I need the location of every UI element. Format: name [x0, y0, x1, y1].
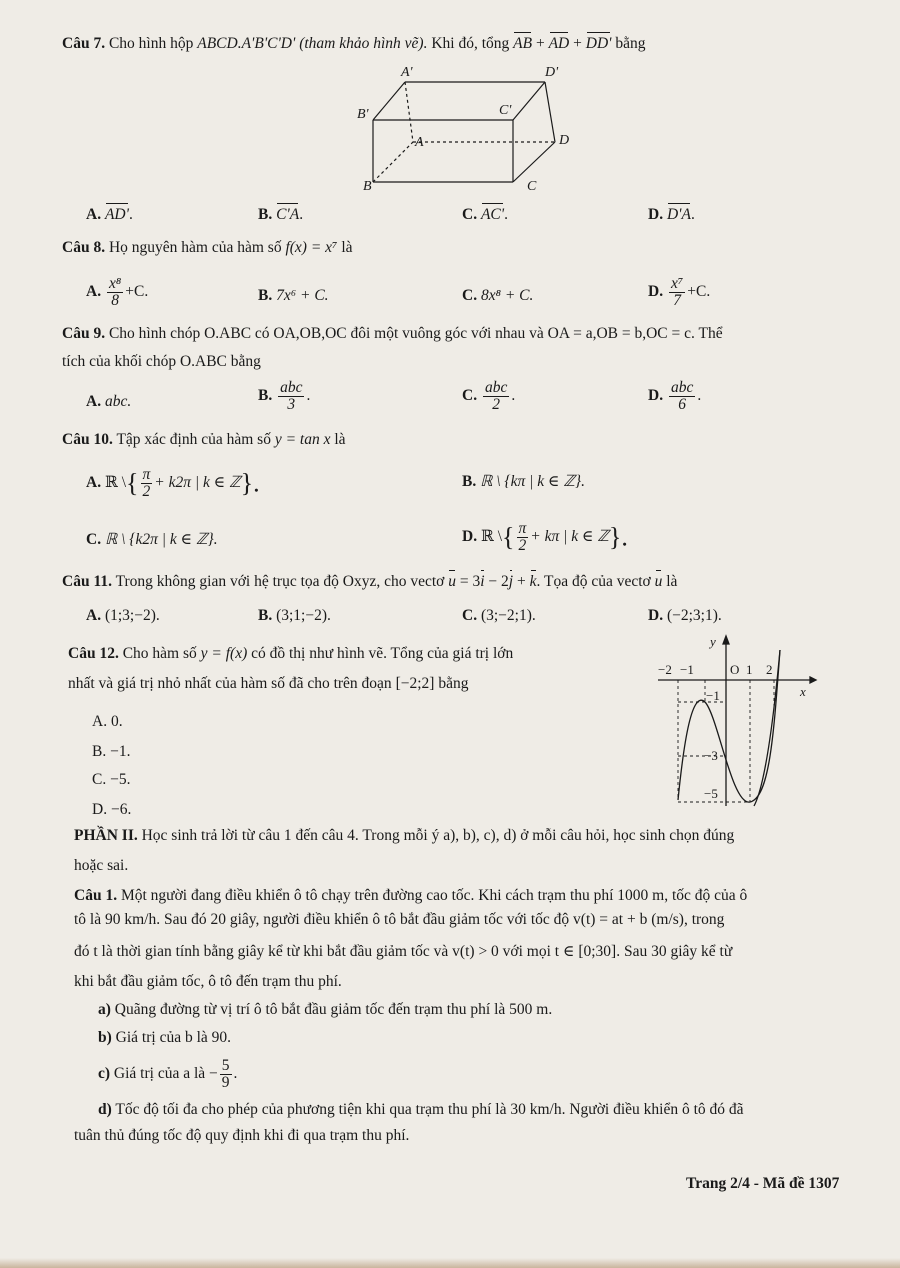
q7-option-a[interactable]: A. AD'. [86, 206, 133, 223]
q9-line2: tích của khối chóp O.ABC bằng [62, 353, 261, 370]
q7-option-b[interactable]: B. C'A. [258, 206, 304, 223]
q12-line2: nhất và giá trị nhỏ nhất của hàm số đã cho trên đoạn [−2;2] bằng [68, 675, 469, 692]
q8-statement: Câu 8. Họ nguyên hàm của hàm số f(x) = x⁷ là [62, 239, 353, 256]
box-figure [345, 60, 585, 195]
label-B1: B' [357, 107, 369, 122]
label-A: A [415, 135, 424, 150]
tick-origin: O [730, 662, 740, 677]
page-footer: Trang 2/4 - Mã đề 1307 [686, 1175, 840, 1192]
tick-y-m3: −3 [704, 748, 718, 763]
q9-option-a[interactable]: A. abc. [86, 393, 132, 410]
label-C: C [527, 179, 537, 194]
q9-option-d[interactable]: D. $\frac{\text{abc}}{6}$ . [648, 379, 702, 413]
q9-line1: Câu 9. Cho hình chóp O.ABC có OA,OB,OC đôi một vuông góc với nhau và OA = a,OB = b,OC = c. Thể [62, 325, 723, 342]
q11-statement: Câu 11. Trong không gian với hệ trục tọa độ Oxyz, cho vectơ u = 3i − 2j + k. Tọa độ của vectơ u là [62, 573, 678, 590]
q11-option-d[interactable]: D. (−2;3;1). [648, 607, 722, 624]
q7-label: Câu 7. [62, 35, 106, 52]
q12-option-c[interactable]: C. −5. [92, 771, 131, 788]
part2-line2: hoặc sai. [74, 857, 129, 874]
q11-option-b[interactable]: B. (3;1;−2). [258, 607, 331, 624]
page-edge-shadow [0, 1258, 900, 1268]
graph-y-label: y [710, 634, 716, 649]
tick-y-m1: −1 [706, 688, 720, 703]
label-C1: C' [499, 103, 512, 118]
p2q1-item-c[interactable]: c) Giá trị của a là − $\frac{5}{9}$ . [98, 1057, 238, 1091]
p2q1-item-a[interactable]: a) Quãng đường từ vị trí ô tô bắt đầu giảm tốc đến trạm thu phí là 500 m. [98, 1001, 553, 1018]
p2q1-line3: đó t là thời gian tính bằng giây kể từ khi bắt đầu giảm tốc và v(t) > 0 với mọi t ∈ [0;30]. Sau 30 giây kể từ [74, 943, 733, 960]
q10-statement: Câu 10. Tập xác định của hàm số y = tan x là [62, 431, 346, 448]
p2q1-line1: Câu 1. Một người đang điều khiển ô tô chạy trên đường cao tốc. Khi cách trạm thu phí 1000 m, tốc độ của ô [74, 887, 748, 904]
q12-option-d[interactable]: D. −6. [92, 801, 132, 818]
p2q1-line4: khi bắt đầu giảm tốc, ô tô đến trạm thu phí. [74, 973, 342, 990]
q8-option-b[interactable]: B. 7x⁶ + C. [258, 287, 329, 304]
label-B: B [363, 179, 372, 194]
q10-option-a[interactable]: A. ℝ \{ $\frac{\pi}{2}$ + k2π | k ∈ ℤ}. [86, 465, 260, 500]
p2q1-item-d-line2: tuân thủ đúng tốc độ quy định khi đi qua trạm thu phí. [74, 1127, 410, 1144]
q8-option-d[interactable]: D. $\frac{\text{x⁷}}{7}$ +C. [648, 275, 711, 309]
q8-option-a[interactable]: A. $\frac{\text{x⁸}}{8}$ +C. [86, 275, 149, 309]
q12-line1: Câu 12. Cho hàm số y = f(x) có đồ thị như hình vẽ. Tổng của giá trị lớn [68, 645, 514, 662]
tick-x-1: 1 [746, 662, 753, 677]
graph-x-label: x [800, 684, 806, 699]
q7-option-c[interactable]: C. AC'. [462, 206, 508, 223]
label-A1: A' [401, 65, 413, 80]
tick-x-m2: −2 [658, 662, 672, 677]
p2q1-item-d[interactable]: d) Tốc độ tối đa cho phép của phương tiện khi qua trạm thu phí là 30 km/h. Người điều khiển ô tô đó đã [98, 1101, 744, 1118]
q12-option-a[interactable]: A. 0. [92, 713, 123, 730]
label-D1: D' [545, 65, 559, 80]
q12-option-b[interactable]: B. −1. [92, 743, 131, 760]
q10-option-c[interactable]: C. ℝ \ {k2π | k ∈ ℤ}. [86, 531, 218, 548]
q10-option-d[interactable]: D. ℝ \{ $\frac{\pi}{2}$ + kπ | k ∈ ℤ}. [462, 519, 628, 554]
p2q1-item-b[interactable]: b) Giá trị của b là 90. [98, 1029, 232, 1046]
p2q1-line2: tô là 90 km/h. Sau đó 20 giây, người điều khiển ô tô bắt đầu giảm tốc với tốc độ v(t) = at + b (m/s), trong [74, 911, 725, 928]
q9-option-b[interactable]: B. $\frac{\text{abc}}{3}$ . [258, 379, 311, 413]
tick-y-m5: −5 [704, 786, 718, 801]
q7-option-d[interactable]: D. D'A. [648, 206, 695, 223]
q11-option-a[interactable]: A. (1;3;−2). [86, 607, 160, 624]
q11-option-c[interactable]: C. (3;−2;1). [462, 607, 536, 624]
function-graph [650, 630, 820, 810]
q10-option-b[interactable]: B. ℝ \ {kπ | k ∈ ℤ}. [462, 473, 585, 490]
q7-statement: Câu 7. Cho hình hộp ABCD.A'B'C'D' (tham khảo hình vẽ). Khi đó, tổng AB + AD + DD' bằng [62, 35, 646, 52]
tick-x-2: 2 [766, 662, 773, 677]
label-D: D [559, 133, 570, 148]
q9-option-c[interactable]: C. $\frac{\text{abc}}{2}$ . [462, 379, 516, 413]
tick-x-m1: −1 [680, 662, 694, 677]
q8-option-c[interactable]: C. 8x⁸ + C. [462, 287, 534, 304]
part2-line1: PHẦN II. Học sinh trả lời từ câu 1 đến câu 4. Trong mỗi ý a), b), c), d) ở mỗi câu hỏi, học sinh chọn đúng [74, 827, 735, 844]
